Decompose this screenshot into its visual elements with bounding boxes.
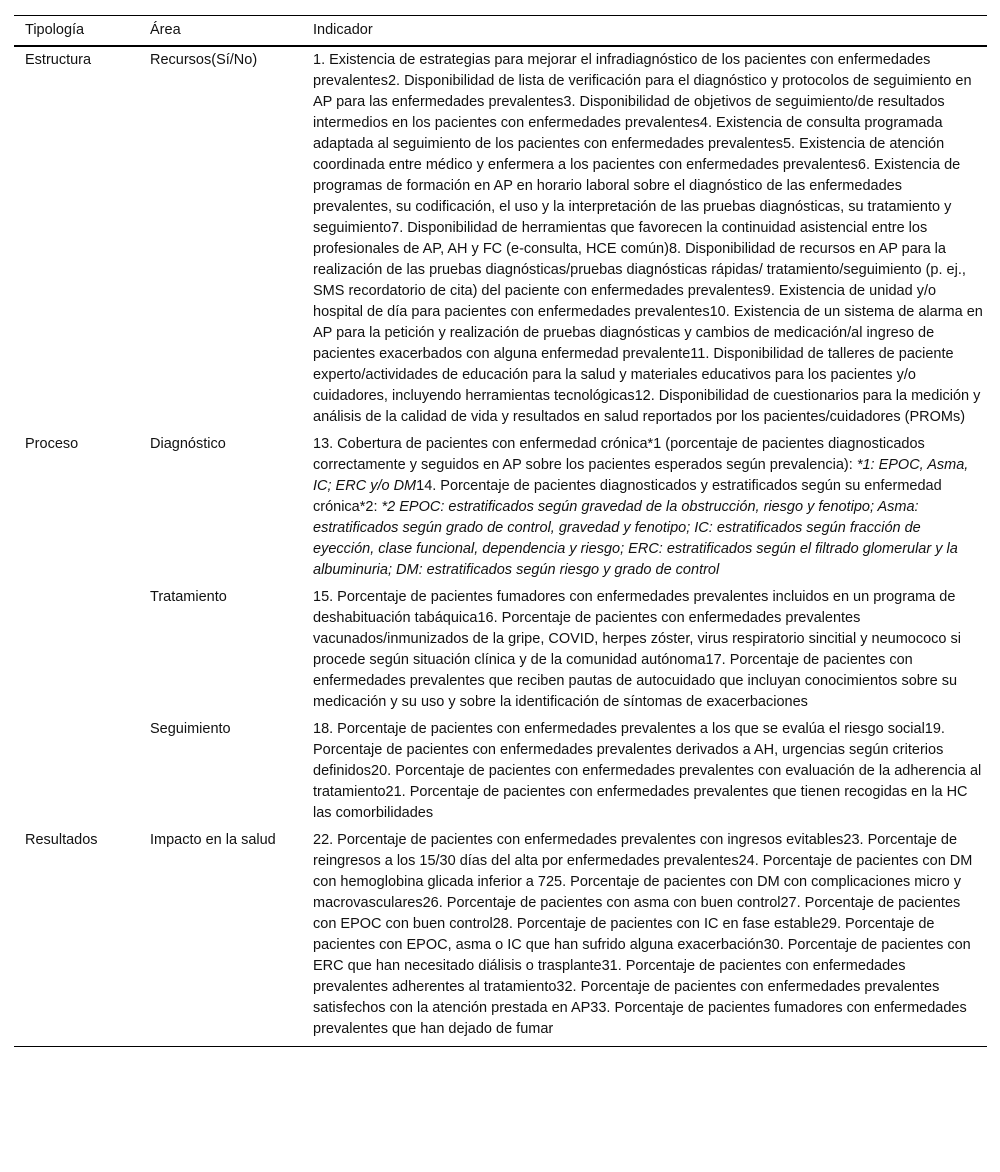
indicator-text: 1. Existencia de estrategias para mejorar el infradiagnóstico de los pacientes con enfermedades prevalentes2. Disponibilidad de lista de verificación para el diagnóstico y protocolos de seguimiento en AP para las enfermedades prevalentes3. Disponibilidad de objetivos de seguimiento/de resultados intermedios en los pacientes con enfermedades prevalentes4. Existencia de consulta programada adaptada al seguimiento de los pacientes con enfermedades prevalentes5. Existencia de atención coordinada entre médico y enfermera a los pacientes con enfermedades prevalentes6. Existencia de programas de formación en AP en horario laboral sobre el diagnóstico de las enfermedades prevalentes, su codificación, el uso y la interpretación de las pruebas diagnósticas, su tratamiento y seguimiento7. Disponibilidad de herramientas que favorecen la continuidad asistencial entre los profesionales de AP, AH y FC (e-consulta, HCE común)8. Disponibilidad de recursos en AP para la realización de las pruebas diagnósticas/pruebas diagnósticas rápidas/ tratamiento/seguimiento (p. ej., SMS recordatorio de cita) del paciente con enfermedades prevalentes9. Existencia de unidad y/o hospital de día para pacientes con enfermedades prevalentes10. Existencia de un sistema de alarma en AP para la petición y realización de pruebas diagnósticas y cambios de medicación/al ingreso de pacientes exacerbados con alguna enfermedad prevalente11. Disponibilidad de talleres de paciente experto/actividades de educación para la salud y materiales educativos para los pacientes y/o cuidadores, incluyendo herramientas tecnológicas12. Disponibilidad de cuestionarios para la medición y análisis de la calidad de vida y resultados en salud reportados por los pacientes/cuidadores (PROMs) — [313, 52, 983, 425]
cell-tipologia: Estructura — [25, 52, 92, 68]
cell-indicador — [313, 46, 987, 434]
indicator-text: 15. Porcentaje de pacientes fumadores con enfermedades prevalentes incluidos en un programa de deshabituación tabáquica16. Porcentaje de pacientes con enfermedades prevalentes vacunados/inmunizados de la gripe, COVID, herpes zóster, virus respiratorio sincitial y neumococo si procede según situación clínica y de la comunidad autónoma17. Porcentaje de pacientes con enfermedades prevalentes que reciben pautas de autocuidado que incluyan conocimientos sobre su medicación y su uso y sobre la identificación de síntomas de exacerbaciones — [313, 589, 961, 710]
header-tipologia: Tipología — [25, 22, 85, 38]
cell-tipologia — [14, 587, 150, 719]
cell-area: Diagnóstico — [150, 436, 226, 452]
table-row — [14, 830, 987, 1047]
indicator-text: 14. Porcentaje de pacientes diagnosticados y estratificados según su enfermedad crónica*2: — [313, 478, 942, 515]
table-header-row — [14, 16, 987, 47]
indicators-table — [14, 15, 987, 1047]
indicator-text: 18. Porcentaje de pacientes con enfermedades prevalentes a los que se evalúa el riesgo social19. Porcentaje de pacientes con enfermedades prevalentes derivados a AH, urgencias según criterios definidos20. Porcentaje de pacientes con enfermedades prevalentes con evaluación de la adherencia al tratamiento21. Porcentaje de pacientes con enfermedades prevalentes que tienen recogidas en la HC las comorbilidades — [313, 721, 982, 821]
cell-area: Impacto en la salud — [150, 832, 276, 848]
cell-indicador — [313, 719, 987, 830]
table-row — [14, 719, 987, 830]
indicator-text: 22. Porcentaje de pacientes con enfermedades prevalentes con ingresos evitables23. Porcentaje de reingresos a los 15/30 días del alta por enfermedades prevalentes24. Porcentaje de pacientes con DM con hemoglobina glicada inferior a 725. Porcentaje de pacientes con DM con complicaciones micro y macrovasculares26. Porcentaje de pacientes con asma con buen control27. Porcentaje de pacientes con EPOC con buen control28. Porcentaje de pacientes con IC en fase estable29. Porcentaje de pacientes con EPOC, asma o IC que han sufrido alguna exacerbación30. Porcentaje de pacientes con ERC que han necesitado diálisis o trasplante31. Porcentaje de pacientes con enfermedades prevalentes adherentes al tratamiento32. Porcentaje de pacientes con enfermedades prevalentes satisfechos con la atención prestada en AP33. Porcentaje de pacientes fumadores con enfermedades prevalentes que han dejado de fumar — [313, 832, 973, 1037]
indicator-footnote: *2 EPOC: estratificados según gravedad de la obstrucción, riesgo y fenotipo; Asma: estratificados según grado de control, gravedad y fenotipo; IC: estratificados según fracción de eyección, clase funcional, dependencia y riesgo; ERC: estratificados según el filtrado glomerular y la albuminuria; DM: estratificados según riesgo y grado de control — [313, 499, 958, 578]
header-indicador: Indicador — [313, 22, 373, 38]
cell-tipologia: Proceso — [25, 436, 79, 452]
cell-indicador — [313, 587, 987, 719]
cell-indicador — [313, 434, 987, 587]
table-row — [14, 46, 987, 434]
cell-area: Tratamiento — [150, 589, 227, 605]
table-row — [14, 434, 987, 587]
cell-tipologia: Resultados — [25, 832, 98, 848]
cell-area: Recursos(Sí/No) — [150, 52, 258, 68]
cell-tipologia — [14, 719, 150, 830]
indicator-text: 13. Cobertura de pacientes con enfermedad crónica*1 (porcentaje de pacientes diagnosticados correctamente y seguidos en AP sobre los pacientes esperados según prevalencia): — [313, 436, 925, 473]
cell-indicador — [313, 830, 987, 1047]
table-row — [14, 587, 987, 719]
header-area: Área — [150, 22, 181, 38]
indicator-footnote: *1: EPOC, Asma, IC; ERC y/o DM — [313, 457, 969, 494]
cell-area: Seguimiento — [150, 721, 231, 737]
